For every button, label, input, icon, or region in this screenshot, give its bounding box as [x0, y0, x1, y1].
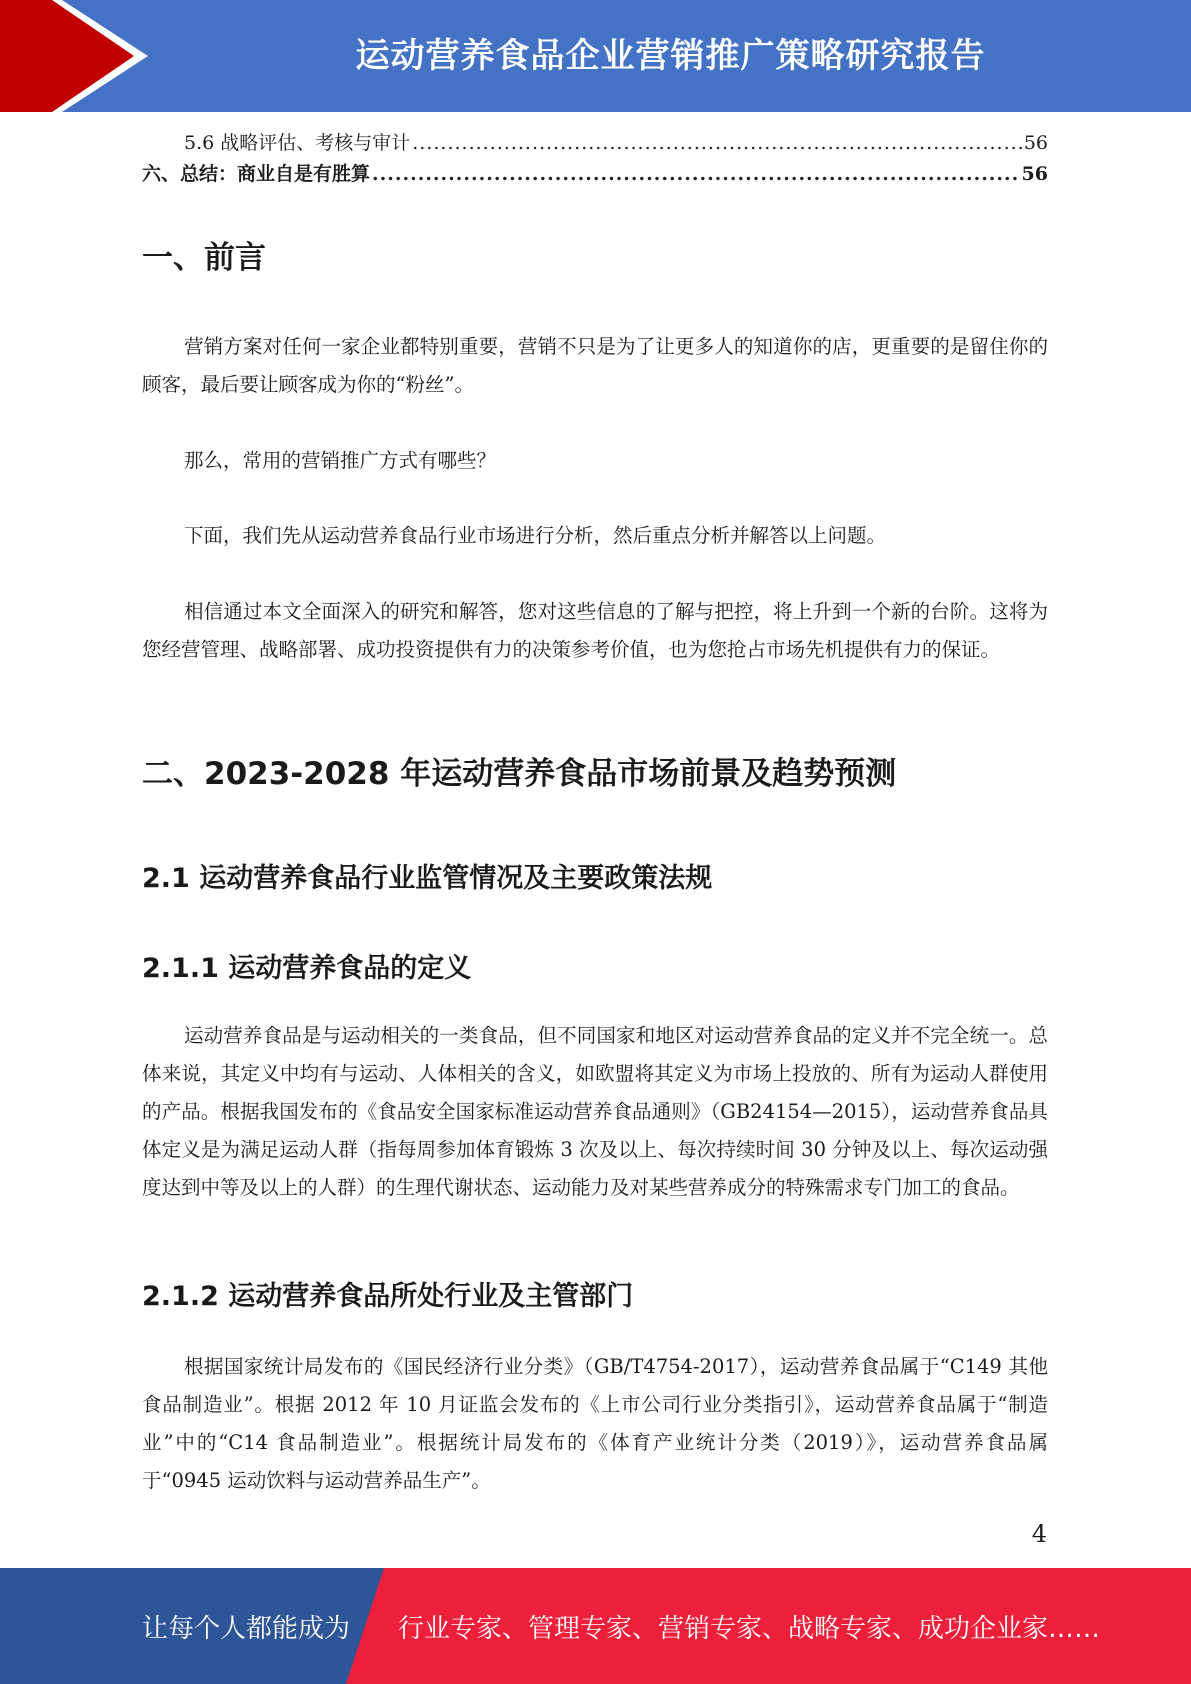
page-header: [0, 0, 1191, 112]
preface-paragraph: 下面，我们先从运动营养食品行业市场进行分析，然后重点分析并解答以上问题。: [184, 524, 887, 547]
toc-entry[interactable]: [142, 159, 1048, 190]
toc-leader-dots: [412, 128, 1022, 159]
industry-classification-paragraph: 根据国家统计局发布的《国民经济行业分类》（GB/T4754-2017），运动营养食品属于“C149 其他食品制造业”。根据 2012 年 10 月证监会发布的《上市公司行业分类指引》，运动营养食品属于“制造业”中的“C14 食品制造业”。根据统计局发布的《体育产业统计分类（2019）》，运动营养食品属于“0945 运动饮料与运动营养品生产”。: [142, 1355, 1048, 1492]
toc-entry-page: 56: [1021, 163, 1048, 185]
footer-slogan-left: 让每个人都能成为: [142, 1614, 351, 1644]
toc-entry-label: 5.6 战略评估、考核与审计: [184, 132, 411, 154]
market-outlook-heading: 二、2023-2028 年运动营养食品市场前景及趋势预测: [142, 756, 897, 792]
section-2-1-heading: 2.1 运动营养食品行业监管情况及主要政策法规: [142, 863, 713, 894]
page-footer: [0, 1568, 1191, 1684]
report-title: 运动营养食品企业营销推广策略研究报告: [355, 36, 986, 76]
preface-paragraph: 那么，常用的营销推广方式有哪些？: [184, 449, 497, 472]
footer-slogan-right: 行业专家、管理专家、营销专家、战略专家、成功企业家……: [398, 1614, 1101, 1644]
toc-leader-dots: [372, 159, 1020, 190]
section-2-1-2-heading: 2.1.2 运动营养食品所处行业及主管部门: [142, 1281, 634, 1312]
preface-paragraph: 相信通过本文全面深入的研究和解答，您对这些信息的了解与把控，将上升到一个新的台阶。这将为您经营管理、战略部署、成功投资提供有力的决策参考价值，也为您抢占市场先机提供有力的保证。: [142, 600, 1048, 661]
definition-paragraph: 运动营养食品是与运动相关的一类食品，但不同国家和地区对运动营养食品的定义并不完全统一。总体来说，其定义中均有与运动、人体相关的含义，如欧盟将其定义为市场上投放的、所有为运动人群使用的产品。根据我国发布的《食品安全国家标准运动营养食品通则》（GB24154—2015），运动营养食品具体定义是为满足运动人群（指每周参加体育锻炼 3 次及以上、每次持续时间 30 分钟及以上、每次运动强度达到中等及以上的人群）的生理代谢状态、运动能力及对某些营养成分的特殊需求专门加工的食品。: [142, 1024, 1048, 1199]
page-number: 4: [1031, 1520, 1047, 1548]
preface-heading: 一、前言: [142, 240, 266, 276]
toc-entry-label: 六、总结：商业自是有胜算: [142, 163, 371, 185]
preface-paragraph: 营销方案对任何一家企业都特别重要，营销不只是为了让更多人的知道你的店，更重要的是留住你的顾客，最后要让顾客成为你的“粉丝”。: [142, 335, 1048, 396]
toc-entry[interactable]: [142, 128, 1048, 159]
section-2-1-1-heading: 2.1.1 运动营养食品的定义: [142, 953, 472, 984]
toc-entry-page: 56: [1023, 132, 1048, 154]
